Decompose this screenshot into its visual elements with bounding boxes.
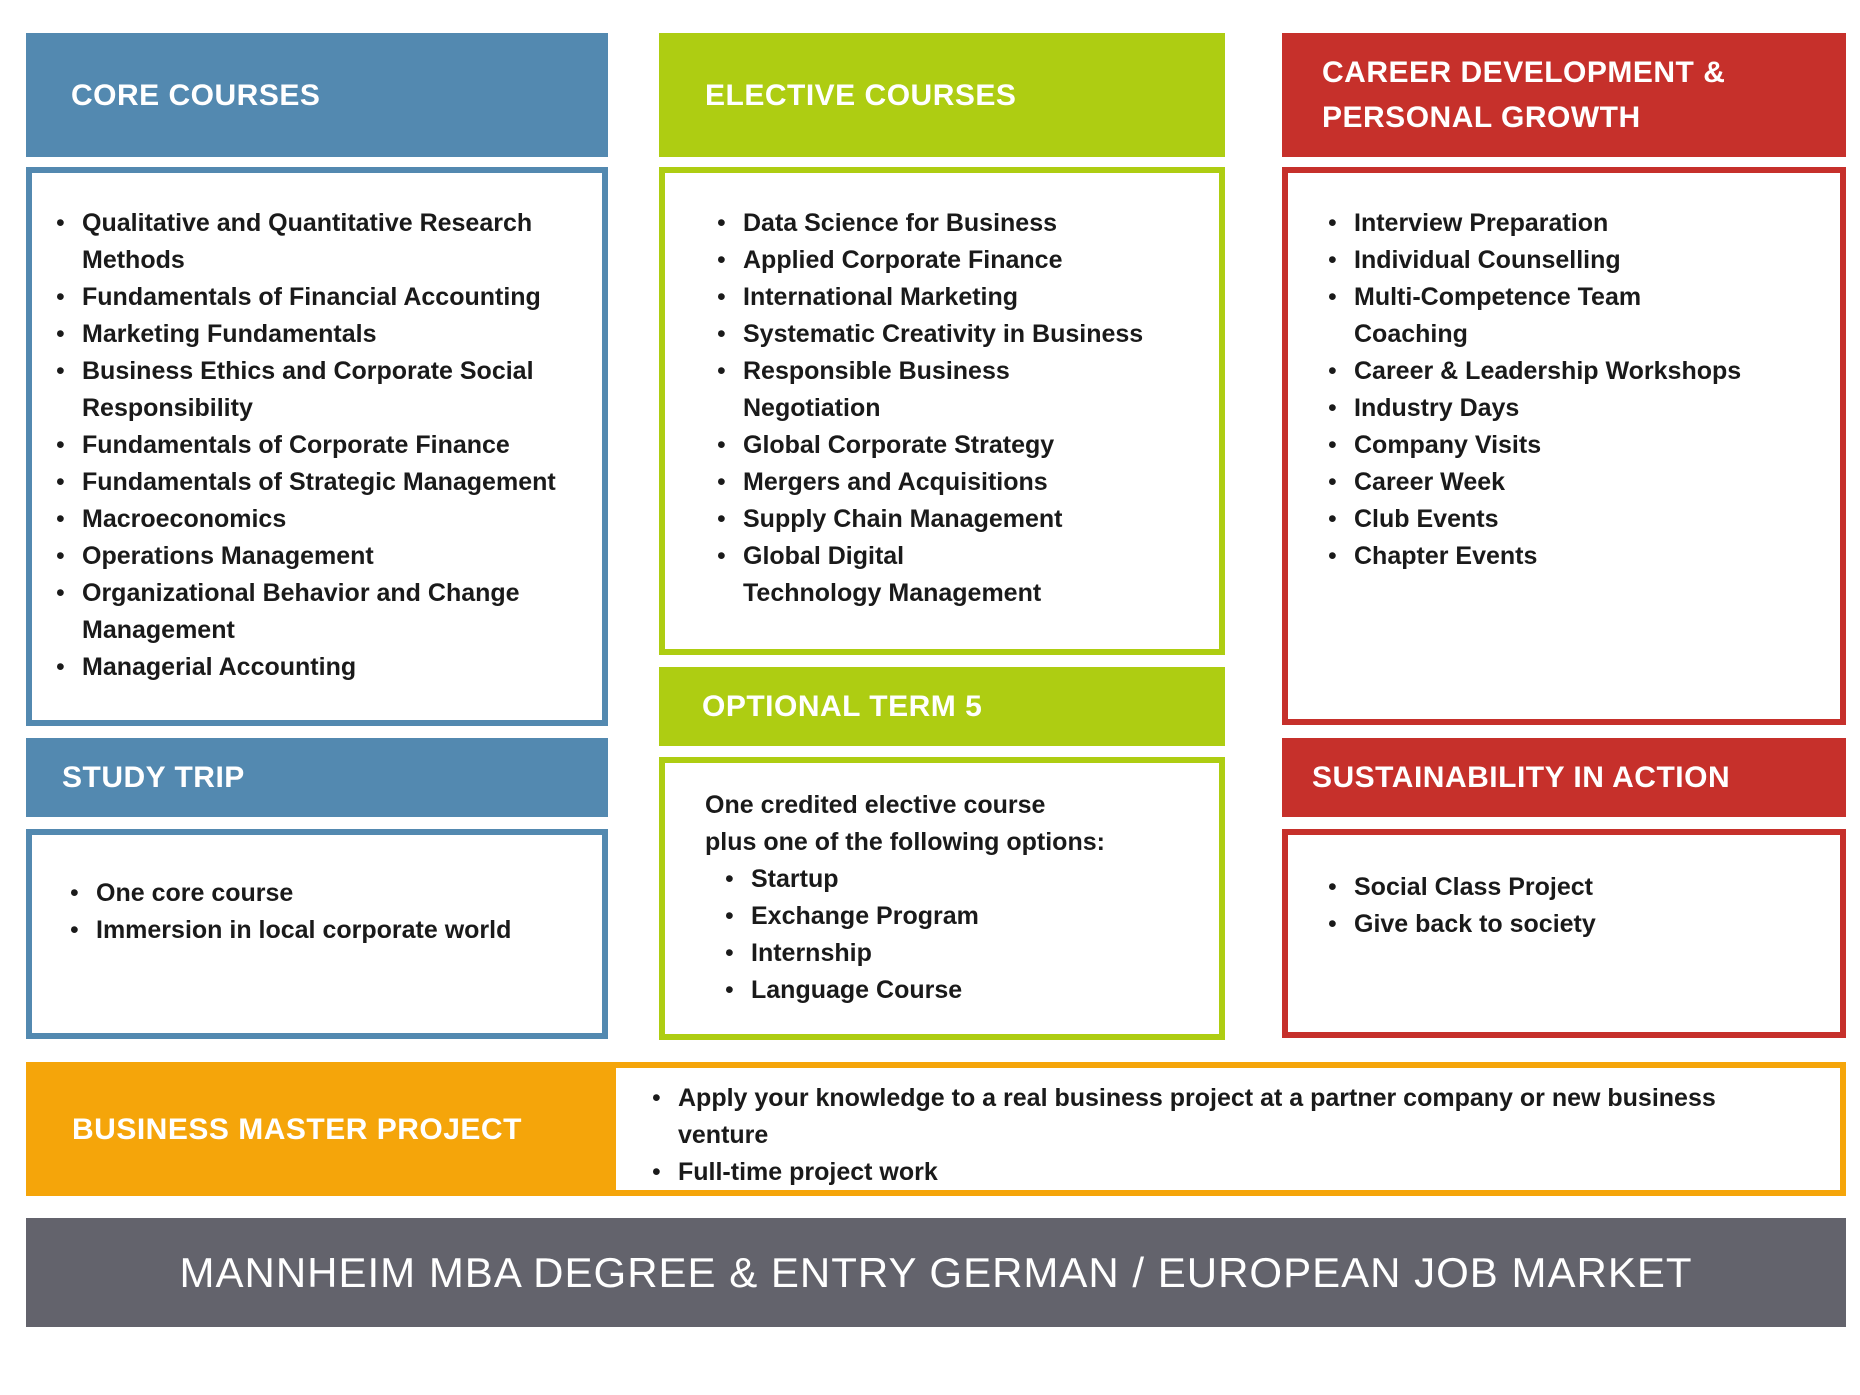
core-courses-list [56,205,582,686]
optional-term-box [659,757,1225,1040]
list-item: • Interview Preparation [1328,205,1820,242]
list-item: • Marketing Fundamentals [56,316,582,353]
list-item: • Fundamentals of Financial Accounting [56,279,582,316]
sustainability-header [1282,738,1846,817]
list-item: • Applied Corporate Finance [717,242,1199,279]
list-item: • Exchange Program [725,898,1199,935]
list-item: • Organizational Behavior and Change Management [56,575,582,649]
list-item: • Full-time project work [652,1154,1800,1191]
list-item: • Macroeconomics [56,501,582,538]
list-item: • Career & Leadership Workshops [1328,353,1820,390]
study-trip-header [26,738,608,817]
list-item: • Fundamentals of Corporate Finance [56,427,582,464]
study-trip-list [70,875,582,949]
degree-banner-text: MANNHEIM MBA DEGREE & ENTRY GERMAN / EUROPEAN JOB MARKET [179,1248,1693,1296]
list-item: • Chapter Events [1328,538,1820,575]
list-item: • Fundamentals of Strategic Management [56,464,582,501]
list-item: • Responsible Business Negotiation [717,353,1199,427]
list-item: • Managerial Accounting [56,649,582,686]
list-item: • One core course [70,875,582,912]
study-trip-title: STUDY TRIP [62,761,245,794]
business-master-project-header [26,1062,616,1196]
list-item: • Systematic Creativity in Business [717,316,1199,353]
list-item: • International Marketing [717,279,1199,316]
optional-term-title: OPTIONAL TERM 5 [702,690,983,723]
list-item: • Global Digital Technology Management [717,538,1199,612]
list-item: • Apply your knowledge to a real business project at a partner company or new business venture [652,1080,1800,1154]
business-master-project-title: BUSINESS MASTER PROJECT [72,1112,522,1146]
list-item: • Global Corporate Strategy [717,427,1199,464]
career-development-list [1328,205,1820,575]
sustainability-title: SUSTAINABILITY IN ACTION [1312,761,1731,794]
elective-courses-header [659,33,1225,157]
optional-term-header [659,667,1225,746]
career-development-header [1282,33,1846,157]
core-courses-box [26,167,608,726]
list-item: • Operations Management [56,538,582,575]
list-item: • Qualitative and Quantitative Research Methods [56,205,582,279]
core-courses-title: CORE COURSES [71,78,321,112]
list-item: • Individual Counselling [1328,242,1820,279]
list-item: • Social Class Project [1328,869,1820,906]
degree-banner [26,1218,1846,1327]
sustainability-list [1328,869,1820,943]
career-development-title: CAREER DEVELOPMENT & PERSONAL GROWTH [1322,56,1726,134]
list-item: • Business Ethics and Corporate Social Responsibility [56,353,582,427]
list-item: • Mergers and Acquisitions [717,464,1199,501]
list-item: • Data Science for Business [717,205,1199,242]
list-item: • Club Events [1328,501,1820,538]
sustainability-box [1282,829,1846,1038]
optional-term-intro-line2: plus one of the following options: [705,828,1105,856]
list-item: • Industry Days [1328,390,1820,427]
core-courses-header [26,33,608,157]
list-item: • Internship [725,935,1199,972]
list-item: • Supply Chain Management [717,501,1199,538]
business-master-project-list [652,1080,1800,1191]
elective-courses-title: ELECTIVE COURSES [705,78,1017,112]
list-item: • Give back to society [1328,906,1820,943]
list-item: • Multi-Competence Team Coaching [1328,279,1820,353]
study-trip-box [26,829,608,1039]
elective-courses-box [659,167,1225,655]
elective-courses-list [717,205,1199,612]
list-item: • Career Week [1328,464,1820,501]
optional-term-list [705,861,1199,1009]
list-item: • Immersion in local corporate world [70,912,582,949]
career-development-box [1282,167,1846,725]
list-item: • Startup [725,861,1199,898]
optional-term-intro-line1: One credited elective course [705,791,1046,819]
business-master-project-box [610,1062,1846,1196]
list-item: • Language Course [725,972,1199,1009]
list-item: • Company Visits [1328,427,1820,464]
